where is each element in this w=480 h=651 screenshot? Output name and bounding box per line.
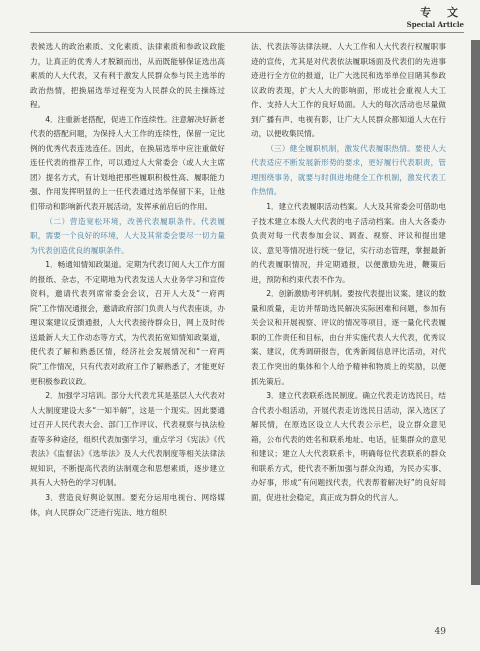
section-title-en: Special Article [406,20,464,29]
side-decoration-bar [471,40,480,585]
subheading-paragraph: （二）营造宽松环境，改善代表履职条件。代表履职，需要一个良好的环境，人大及其常委会要尽一切力量为代表创造优良的履职条件。 [30,216,225,255]
paragraph: 1．畅通知情知政渠道。定期为代表订阅人大工作方面的报纸、杂志，不定期地为代表发送人大业务学习和宣传资料，邀请代表列席常委会会议，召开人大及“一府两院”工作情况通报会，邀请政府部门负责人与代表座谈，办理议案建议反馈通报，人大代表接待群众日，网上及时传送最新人大工作动态等方式，为代表拓宽知情知政渠道，使代表了解和熟悉区情，经济社会发展情况和“一府两院”工作情况，只有代表对政府工作了解熟悉了，才能更好更积极参政议政。 [30,260,225,386]
paragraph: 法、代表法等法律法规、人大工作和人大代表行权履职事迹的宣传，尤其是对代表依法履职场面及代表们的先进事迹进行全方位的报道，让广大选民和选举单位目睹其参政议政的表现，扩大人大的影响面，形成社会重视人大工作、支持人大工作的良好局面。人大的每次活动也尽量做到广播有声、电视有影，让广大人民群众都知道人大在行动，以便收集民情。 [251,42,446,139]
paragraph: 3．营造良好舆论氛围。要充分运用电视台、网络媒体，向人民群众广泛进行宪法、地方组织 [30,492,225,517]
right-column [251,40,446,506]
paragraph: 1．建立代表履职活动档案。人大及其常委会可借助电子技术建立本级人大代表的电子活动档案。由人大各委办负责对每一代表参加会议、调查、视察、评议和提出建议、意见等情况进行统一登记，实行动态管理，掌握最新的代表履职情况，并定期通报，以便激励先进，鞭策后进，预防和约束代表不作为。 [251,202,446,284]
paragraph: 2．创新激励考评机制。要按代表提出议案、建议的数量和质量，走访并帮助选民解决实际困难和问题，参加有关会议和开展视察、评议的情况等项目，逐一量化代表履职的工作责任和目标，由台并实施代表人大代表，优秀议案、建议，优秀调研报告，优秀新闻信息评比活动，对代表工作突出的集体和个人给予精神和物质上的奖励，以便抓先策后。 [251,289,446,386]
paragraph: 4．注重新老搭配，促进工作连续性。注意解决好新老代表的搭配问题，为保持人大工作的连续性，保留一定比例的优秀代表连选连任。因此，在换届选举中应注重做好连任代表的推荐工作，可以通过人大常委会（或人大主席团）提名方式，有计划地把那些履职积极性高、履职能力强、作用发挥明显的上一任代表通过选举保留下来，让他们带动和影响新代表开展活动，发挥承前启后的作用。 [30,114,225,212]
section-title-cn: 专 文 [420,6,464,19]
header-divider [30,32,464,33]
paragraph: 2．加强学习培训。部分大代表尤其是基层人大代表对人大制度建设大多“一知半解”，这是一个现实。因此要通过召开人民代表大会、部门工作评议、代表视察与执法检查等多种途径，组织代表加强学习，重点学习《宪法》《代表法》《监督法》《选举法》及人大代表制度等相关法律法规知识，不断提高代表的法制观念和思想素质，逐步建立具有人大特色的学习机制。 [30,391,225,488]
page-number: 49 [434,627,446,637]
paragraph: 3．建立代表联系选民制度。确立代表走访选民日，结合代表小组活动，开展代表走访选民日活动，深入选区了解民情，在原选区设立人大代表公示栏，设立群众意见箱，公布代表的姓名和联系地址、电话，征集群众的意见和建议；建立人大代表联系卡，明确每位代表联系的群众和联系方式，使代表不断加强与群众沟通，为民办实事、办好事，形成“有问题找代表，代表帮着解决好”的良好局面，促进社会稳定，真正成为群众的代言人。 [251,391,446,502]
section-header [407,6,464,29]
subheading-paragraph: （三）健全履职机制，激发代表履职热情。要使人大代表适应不断发展新形势的要求，更好履行代表职责，管理围绕事务，就要与时俱进地健全工作机制，激发代表工作热情。 [251,143,446,197]
left-column [30,40,225,520]
paragraph: 表候选人的政治素质、文化素质、法律素质和参政议政能力，让真正的优秀人才脱颖而出，从而既能够保证选出高素质的人大代表，又有利于激发人民群众参与民主选举的政治热情，把换届选举过程变为人民群众的民主操练过程。 [30,42,225,110]
